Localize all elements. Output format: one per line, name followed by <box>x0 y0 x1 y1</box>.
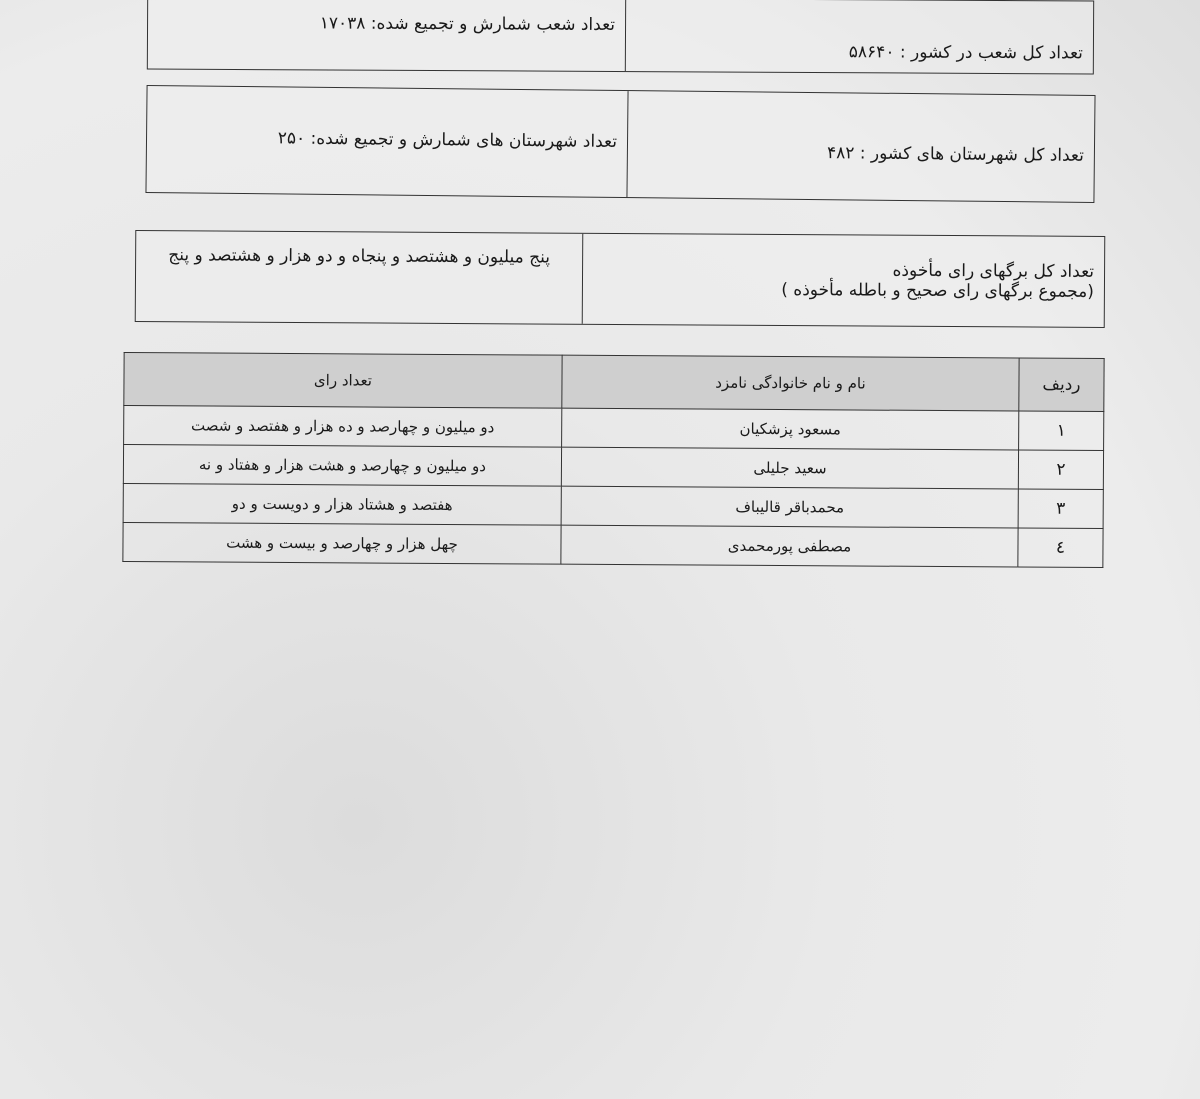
vote-count: دو میلیون و چهارصد و ده هزار و هفتصد و شصت <box>124 406 562 448</box>
total-branches-text: تعداد کل شعب در کشور : ۵۸۶۴۰ <box>848 42 1083 64</box>
table-header-row <box>124 353 1104 412</box>
total-counties <box>627 91 1094 202</box>
candidate-name: مصطفی پورمحمدی <box>561 525 1018 567</box>
total-branches <box>626 0 1093 73</box>
counties-box <box>145 85 1095 203</box>
results-table <box>122 352 1104 568</box>
header-row-number: ردیف <box>1019 358 1104 412</box>
row-number: ۱ <box>1019 411 1104 451</box>
candidate-name: مسعود پزشکیان <box>562 408 1019 450</box>
row-number: ٤ <box>1018 528 1103 568</box>
header-vote-count: تعداد رای <box>124 353 562 409</box>
row-number: ۲ <box>1018 450 1103 490</box>
candidate-name: محمدباقر قالیباف <box>561 486 1018 528</box>
vote-count: چهل هزار و چهارصد و بیست و هشت <box>123 523 561 565</box>
counted-counties-text: تعداد شهرستان های شمارش و تجمیع شده: ۲۵۰ <box>277 128 618 152</box>
table-row <box>123 484 1103 529</box>
counted-branches <box>148 0 626 71</box>
total-counties-text: تعداد کل شهرستان های کشور : ۴۸۲ <box>826 143 1085 166</box>
counted-counties <box>146 86 628 197</box>
total-ballots-value <box>136 231 584 324</box>
total-ballots-value-text: پنج میلیون و هشتصد و پنجاه و دو هزار و هشتصد و پنج <box>168 245 551 268</box>
total-ballots-label <box>583 234 1105 327</box>
vote-count: هفتصد و هشتاد هزار و دویست و دو <box>123 484 561 526</box>
candidate-name: سعید جلیلی <box>561 447 1018 489</box>
header-candidate-name: نام و نام خانوادگی نامزد <box>562 355 1019 411</box>
vote-count: دو میلیون و چهارصد و هشت هزار و هفتاد و نه <box>123 445 561 487</box>
ballots-box <box>135 230 1106 328</box>
counted-branches-text: تعداد شعب شمارش و تجمیع شده: ۱۷۰۳۸ <box>319 13 616 35</box>
row-number: ۳ <box>1018 489 1103 529</box>
table-row <box>123 445 1103 490</box>
total-ballots-label-line1: تعداد کل برگهای رای مأخوذه <box>892 260 1095 282</box>
table-row <box>124 406 1104 451</box>
table-row <box>123 523 1103 568</box>
branches-box <box>147 0 1094 74</box>
total-ballots-label-line2: (مجموع برگهای رای صحیح و باطله مأخوذه ) <box>781 279 1094 302</box>
